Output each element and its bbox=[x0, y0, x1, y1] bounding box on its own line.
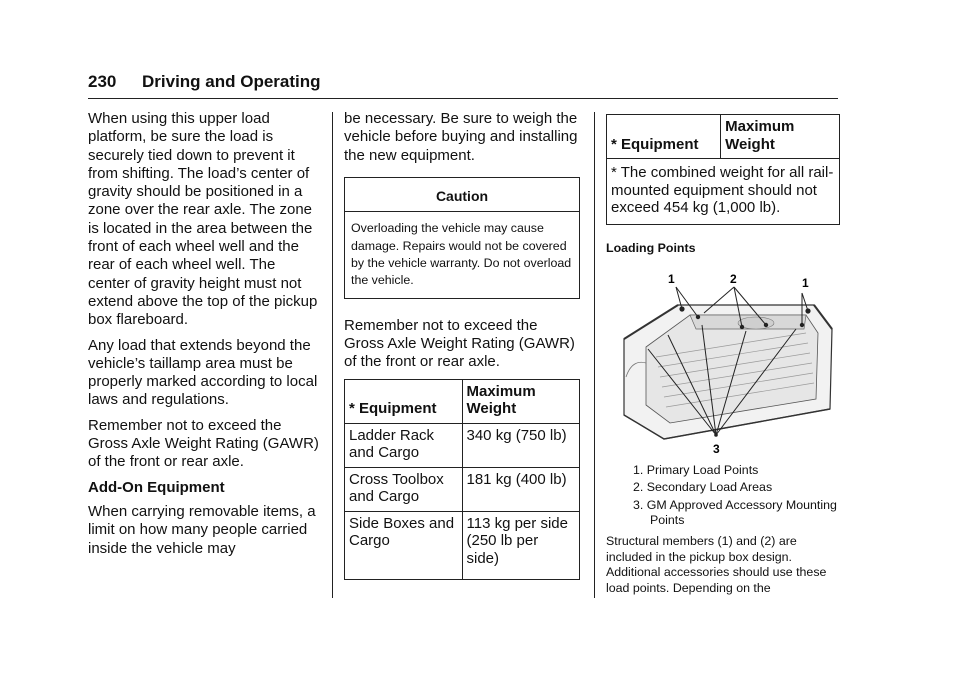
pickup-box-figure bbox=[606, 267, 840, 457]
table-header-equipment: * Equipment bbox=[345, 379, 463, 423]
legend-item: 2. Secondary Load Areas bbox=[633, 480, 773, 495]
table-note-row bbox=[607, 159, 840, 225]
table-header-weight: Maximum Weight bbox=[721, 115, 840, 159]
caution-box bbox=[344, 177, 580, 299]
column-divider-1 bbox=[332, 112, 333, 598]
equipment-weight-table bbox=[344, 379, 580, 581]
column-divider-2 bbox=[594, 112, 595, 598]
table-header-row bbox=[345, 379, 580, 423]
callout-label-1-left: 1 bbox=[668, 271, 675, 286]
paragraph-weigh-vehicle: be necessary. Be sure to weigh the vehicle before buying and installing the new equipment. bbox=[344, 110, 578, 164]
page-header bbox=[88, 72, 838, 99]
equipment-weight-table-continued bbox=[606, 114, 840, 225]
callout-label-2: 2 bbox=[730, 271, 737, 286]
table-cell-equipment: Side Boxes and Cargo bbox=[345, 511, 463, 580]
figure-legend bbox=[606, 463, 840, 529]
subheading-add-on-equipment: Add-On Equipment bbox=[88, 478, 225, 496]
column-1 bbox=[88, 110, 320, 565]
table-header-weight: Maximum Weight bbox=[462, 379, 580, 423]
table-cell-equipment: Cross Toolbox and Cargo bbox=[345, 467, 463, 511]
table-row bbox=[345, 423, 580, 467]
figure-title: Loading Points bbox=[606, 240, 696, 255]
paragraph-taillamp-marking: Any load that extends beyond the vehicle’s taillamp area must be properly marked according to local laws and regulations. bbox=[88, 336, 318, 409]
paragraph-structural-members: Structural members (1) and (2) are included in the pickup box design. Additional accessories should use these load points. Depending on the bbox=[606, 534, 827, 595]
paragraph-gawr-reminder: Remember not to exceed the Gross Axle Weight Rating (GAWR) of the front or rear axle. bbox=[88, 416, 319, 471]
caution-text: Overloading the vehicle may cause damage. Repairs would not be covered by the vehicle warranty. Do not overload the vehicle. bbox=[351, 221, 572, 288]
table-row bbox=[345, 511, 580, 580]
pickup-box-illustration bbox=[606, 267, 840, 457]
table-cell-weight: 340 kg (750 lb) bbox=[462, 423, 580, 467]
page-number: 230 bbox=[88, 72, 117, 91]
paragraph-removable-items: When carrying removable items, a limit on how many people carried inside the vehicle may bbox=[88, 502, 316, 557]
table-cell-weight: 181 kg (400 lb) bbox=[462, 467, 580, 511]
column-3 bbox=[606, 114, 840, 596]
table-cell-equipment: Ladder Rack and Cargo bbox=[345, 423, 463, 467]
table-row bbox=[345, 467, 580, 511]
paragraph-gawr-reminder-2: Remember not to exceed the Gross Axle Weight Rating (GAWR) of the front or rear axle. bbox=[344, 316, 575, 371]
caution-title: Caution bbox=[345, 178, 579, 212]
table-cell-weight: 113 kg per side (250 lb per side) bbox=[462, 511, 580, 580]
column-2 bbox=[344, 110, 580, 580]
section-title: Driving and Operating bbox=[142, 72, 321, 91]
callout-label-1-right: 1 bbox=[802, 275, 809, 290]
paragraph-upper-load-platform: When using this upper load platform, be sure the load is securely tied down to prevent it from shifting. The load’s center of gravity should be positioned in a zone over the rear axle. The zone is located in the area between the front of each wheel well and the rear of each wheel well. The center of gravity height must not extend above the top of the pickup box flareboard. bbox=[88, 110, 318, 329]
table-header-equipment: * Equipment bbox=[607, 115, 721, 159]
callout-label-3: 3 bbox=[713, 441, 720, 456]
legend-item: 3. GM Approved Accessory Mounting Points bbox=[633, 497, 837, 528]
table-note: * The combined weight for all rail-mounted equipment should not exceed 454 kg (1,000 lb). bbox=[607, 159, 840, 225]
table-header-row bbox=[607, 115, 840, 159]
legend-item: 1. Primary Load Points bbox=[633, 462, 759, 477]
